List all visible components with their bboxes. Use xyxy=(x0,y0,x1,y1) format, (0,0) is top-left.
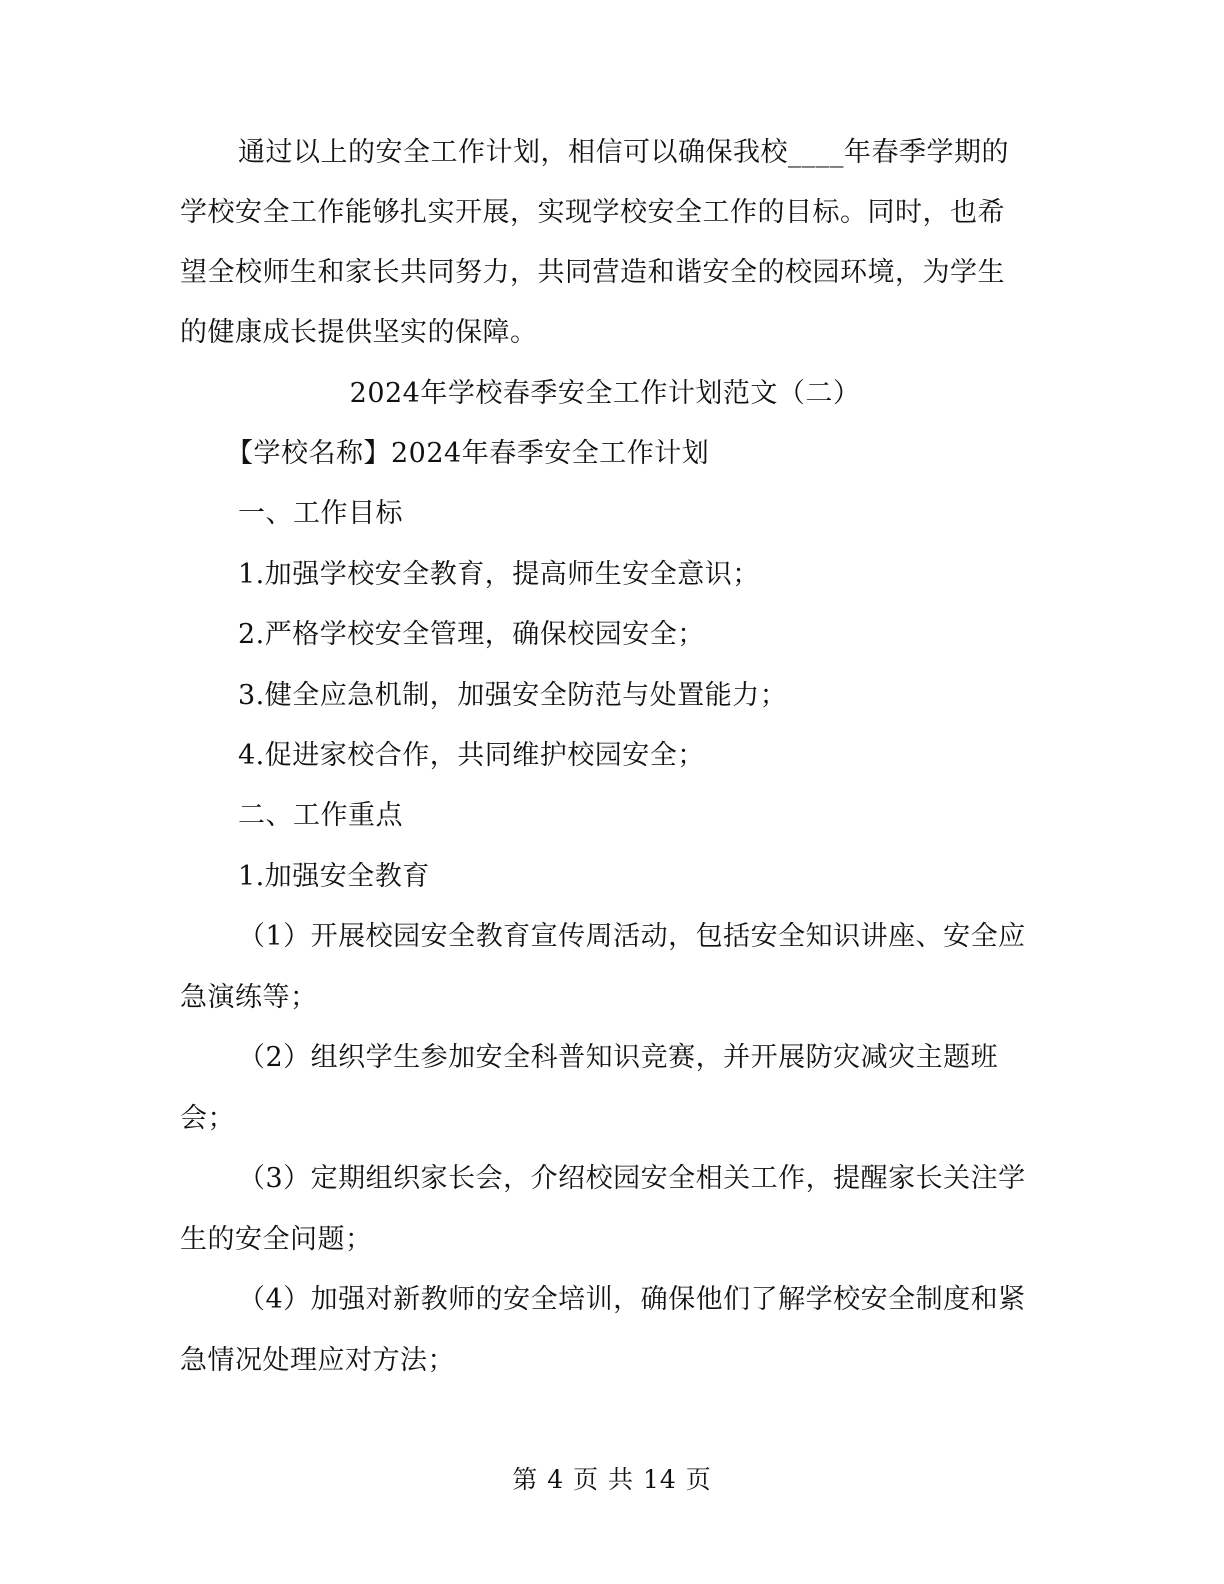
goal-item: 4.促进家校合作，共同维护校园安全； xyxy=(238,740,705,771)
plan-heading: 【学校名称】2024年春季安全工作计划 xyxy=(226,438,710,469)
focus-item-line: （2）组织学生参加安全科普知识竞赛，并开展防灾减灾主题班 xyxy=(238,1042,999,1073)
page-number-footer: 第 4 页 共 14 页 xyxy=(512,1465,712,1494)
section-title: 2024年学校春季安全工作计划范文（二） xyxy=(349,378,861,409)
focus-item-line: 会； xyxy=(180,1103,235,1134)
heading-work-goals: 一、工作目标 xyxy=(238,498,403,529)
goal-item: 2.严格学校安全管理，确保校园安全； xyxy=(238,619,705,650)
focus-item-line: 急演练等； xyxy=(180,982,318,1013)
paragraph-line: 望全校师生和家长共同努力，共同营造和谐安全的校园环境，为学生 xyxy=(180,257,1005,288)
focus-item-line: （3）定期组织家长会，介绍校园安全相关工作，提醒家长关注学 xyxy=(238,1163,1026,1194)
paragraph-line: 通过以上的安全工作计划，相信可以确保我校____年春季学期的 xyxy=(238,137,1009,168)
goal-item: 1.加强学校安全教育，提高师生安全意识； xyxy=(238,559,760,590)
paragraph-line: 的健康成长提供坚实的保障。 xyxy=(180,317,538,348)
focus-item-line: 生的安全问题； xyxy=(180,1224,373,1255)
focus-item-line: （1）开展校园安全教育宣传周活动，包括安全知识讲座、安全应 xyxy=(238,921,1026,952)
paragraph-line: 学校安全工作能够扎实开展，实现学校安全工作的目标。同时，也希 xyxy=(180,197,1005,228)
focus-item-line: 急情况处理应对方法； xyxy=(180,1345,455,1376)
document-page xyxy=(180,0,1030,1584)
focus-item-line: （4）加强对新教师的安全培训，确保他们了解学校安全制度和紧 xyxy=(238,1284,1026,1315)
goal-item: 3.健全应急机制，加强安全防范与处置能力； xyxy=(238,680,788,711)
heading-work-focus: 二、工作重点 xyxy=(238,800,403,831)
focus-subheading: 1.加强安全教育 xyxy=(238,861,430,892)
